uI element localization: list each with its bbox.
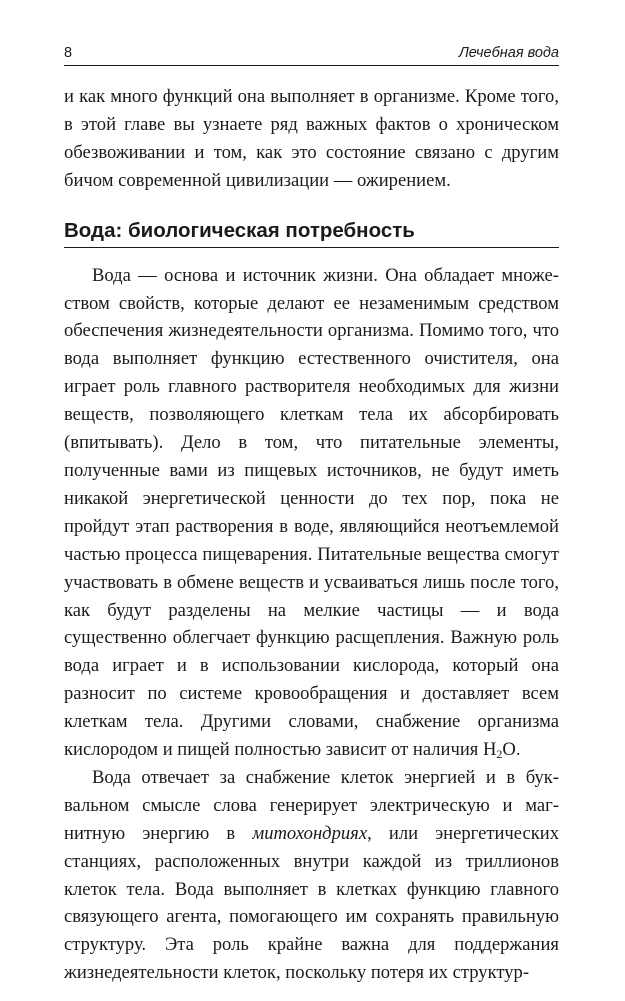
paragraph-2-part-2: , или энергетических станциях, расположенных внутри каждой из триллионов клеток тела. Вода выполняет в клетках функцию главного связующего агента, помогающего им сохранять правильную структуру. Эта роль крайне важна для поддержания жизнедеятельности клеток, поскольку потеря их структур- bbox=[64, 822, 559, 984]
emphasized-term: митохондриях bbox=[252, 822, 368, 844]
book-page bbox=[64, 44, 559, 987]
running-header bbox=[64, 44, 559, 66]
book-title: Лечебная вода bbox=[458, 45, 559, 61]
formula-tail: O. bbox=[502, 739, 521, 761]
page-number: 8 bbox=[64, 45, 73, 61]
section-heading: Вода: биологическая потребность bbox=[64, 218, 559, 248]
section-paragraph-2 bbox=[64, 764, 559, 987]
paragraph-2-part-1: Вода отвечает за снабжение клеток энергией и в буквальном смысле слова генерирует электрическую и магнитную энергию в bbox=[64, 766, 559, 844]
section-paragraph-1 bbox=[64, 262, 559, 764]
formula-base: H bbox=[482, 739, 497, 761]
paragraph-1-text: Вода — основа и источник жизни. Она обладает множеством свойств, которые делают ее незаменимым средством обеспечения жизнедеятельности организма. Помимо того, что вода выполняет функцию естественного очистителя, она играет роль главного растворителя необходимых для жизни веществ, позволяющего клеткам тела их абсорбировать (впитывать). Дело в том, что питательные элементы, полученные вами из пищевых источников, не будут иметь никакой энергетической ценности до тех пор, пока не пройдут этап растворения в воде, являющийся неотъемлемой частью процесса пищеварения. Питательные вещества смогут участвовать в обмене веществ и усваиваться лишь после того, как будут разделены на мелкие частицы — и вода существенно облегчает функцию расщепления. Важную роль вода играет и в использовании кислорода, который она разносит по системе кровообращения и доставляет всем клеткам тела. Другими словами, снабжение организма кислородом и пищей полностью зависит от наличия bbox=[64, 264, 559, 761]
formula-subscript: 2 bbox=[496, 747, 503, 762]
intro-paragraph: и как много функций она выполняет в организме. Кроме того, в этой главе вы узнаете ряд важных фактов о хроническом обезвоживании и том, как это состояние связано с другим бичом современной цивилизации — ожирением. bbox=[64, 86, 559, 191]
chemical-formula bbox=[483, 739, 521, 760]
